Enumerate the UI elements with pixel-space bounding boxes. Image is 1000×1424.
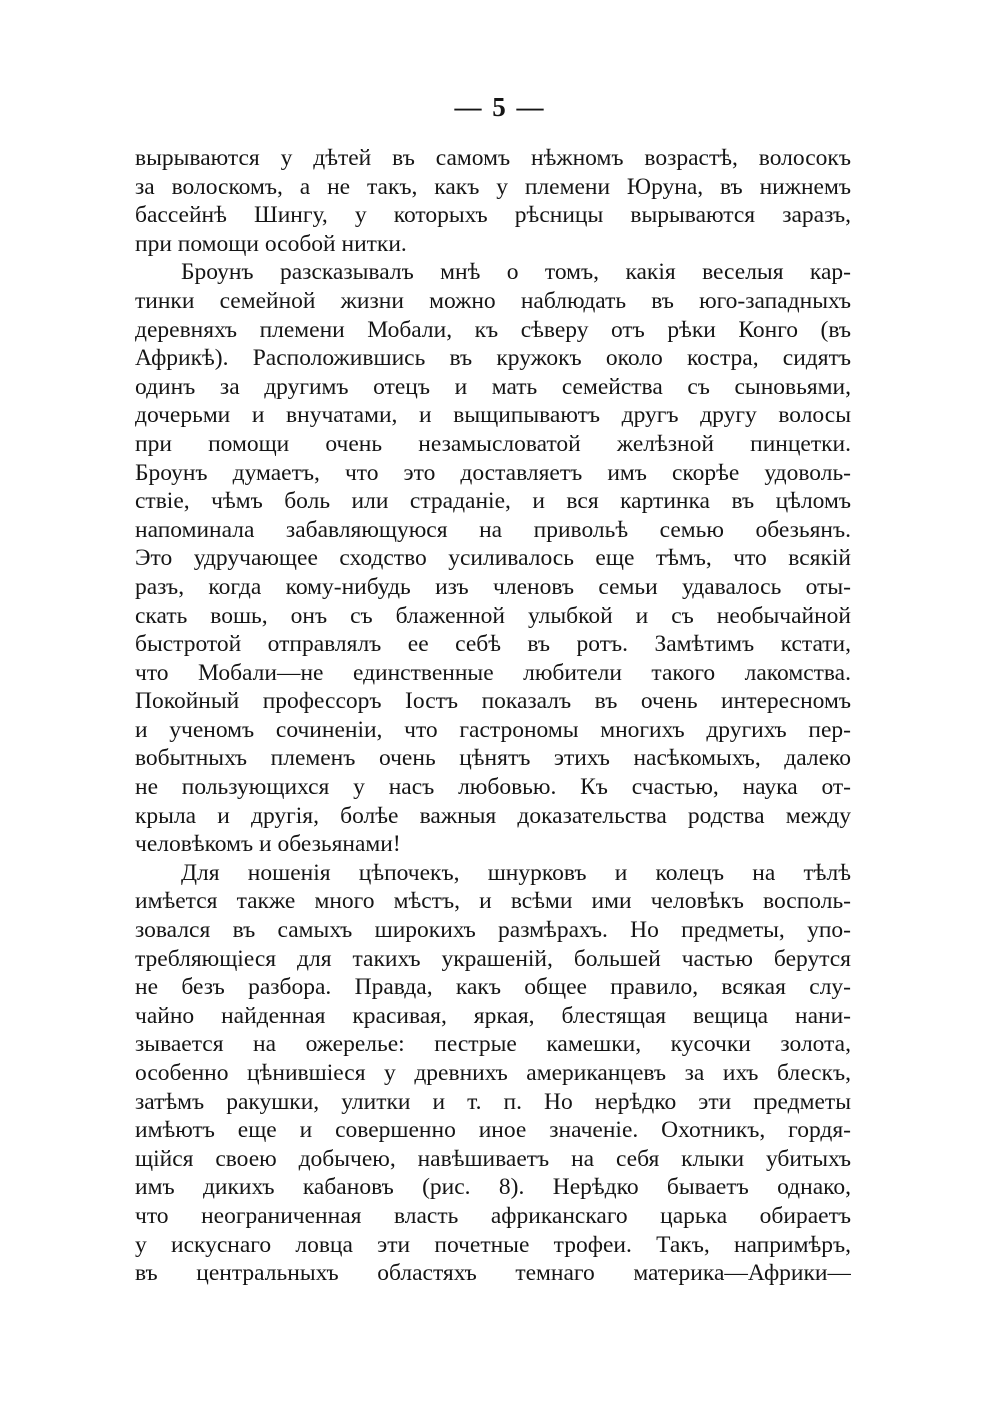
text-line: въ центральныхъ областяхъ темнаго материка—Африки— xyxy=(135,1260,851,1287)
text-line: за волоскомъ, а не такъ, какъ у племени Юруна, въ нижнемъ xyxy=(135,173,851,200)
text-line: Броунъ разсказывалъ мнѣ о томъ, какія веселыя кар- xyxy=(181,259,851,286)
text-line: быстротой отправлялъ ее себѣ въ ротъ. Замѣтимъ кстати, xyxy=(135,631,851,658)
text-line: имъ дикихъ кабановъ (рис. 8). Нерѣдко бываетъ однако, xyxy=(135,1174,851,1201)
text-line: Африкѣ). Расположившись въ кружокъ около костра, сидятъ xyxy=(135,345,851,372)
text-line: напоминала забавляющуюся на привольѣ семью обезьянъ. xyxy=(135,516,851,543)
text-line: что неограниченная власть африканскаго царька обираетъ xyxy=(135,1202,851,1229)
text-line: при помощи особой нитки. xyxy=(135,230,407,257)
body-text xyxy=(135,144,851,1288)
text-line: вобытныхъ племенъ очень цѣнятъ этихъ насѣкомыхъ, далеко xyxy=(135,745,851,772)
text-line: особенно цѣнившіеся у древнихъ американцевъ за ихъ блескъ, xyxy=(135,1060,851,1086)
text-line: ствіе, чѣмъ боль или страданіе, и вся картинка въ цѣломъ xyxy=(135,488,851,515)
text-line: одинъ за другимъ отецъ и мать семейства съ сыновьями, xyxy=(135,373,851,400)
text-line: Для ношенія цѣпочекъ, шнурковъ и колецъ на тѣлѣ xyxy=(181,859,851,886)
text-line: чайно найденная красивая, яркая, блестящая вещица нани- xyxy=(135,1002,851,1029)
text-line: вырываются у дѣтей въ самомъ нѣжномъ возрастѣ, волосокъ xyxy=(135,145,851,171)
text-line: не безъ разбора. Правда, какъ общее правило, всякая слу- xyxy=(135,974,851,1001)
text-line: скать вошь, онъ съ блаженной улыбкой и съ необычайной xyxy=(135,602,851,629)
text-line: имѣется также много мѣстъ, и всѣми ими человѣкъ восполь- xyxy=(135,888,851,915)
text-line: у искуснаго ловца эти почетные трофеи. Такъ, напримѣръ, xyxy=(135,1231,851,1258)
text-line: затѣмъ ракушки, улитки и т. п. Но нерѣдко эти предметы xyxy=(135,1088,851,1115)
text-line: Покойный профессоръ Іостъ показалъ въ очень интересномъ xyxy=(135,688,851,715)
text-line: при помощи очень незамысловатой желѣзной пинцетки. xyxy=(135,430,851,457)
text-line: зовался въ самыхъ широкихъ размѣрахъ. Но предметы, упо- xyxy=(135,917,851,944)
text-line: Это удручающее сходство усиливалось еще тѣмъ, что всякій xyxy=(135,545,851,572)
text-line: разъ, когда кому-нибудь изъ членовъ семьи удавалось оты- xyxy=(135,573,851,600)
text-line: крыла и другія, болѣе важныя доказательства родства между xyxy=(135,802,851,829)
text-line: требляющіеся для такихъ украшеній, большей частью берутся xyxy=(135,945,851,972)
text-line: и ученомъ сочиненіи, что гастрономы многихъ другихъ пер- xyxy=(135,716,851,743)
text-line: человѣкомъ и обезьянами! xyxy=(135,831,401,858)
text-line: дочерьми и внучатами, и выщипываютъ другъ другу волосы xyxy=(135,402,851,429)
text-line: имѣютъ еще и совершенно иное значеніе. Охотникъ, гордя- xyxy=(135,1117,851,1144)
text-line: тинки семейной жизни можно наблюдать въ юго-западныхъ xyxy=(135,287,851,314)
text-line: что Мобали—не единственные любители такого лакомства. xyxy=(135,659,851,686)
text-line: деревняхъ племени Мобали, къ сѣверу отъ рѣки Конго (въ xyxy=(135,316,851,343)
page-number: — 5 — xyxy=(454,92,546,122)
text-line: Броунъ думаетъ, что это доставляетъ имъ скорѣе удоволь- xyxy=(135,459,851,486)
text-line: зывается на ожерелье: пестрые камешки, кусочки золота, xyxy=(135,1031,851,1058)
text-line: щійся своею добычею, навѣшиваетъ на себя клыки убитыхъ xyxy=(135,1145,851,1172)
text-line: не пользующихся у насъ любовью. Къ счастью, наука от- xyxy=(135,774,851,801)
text-line: бассейнѣ Шингу, у которыхъ рѣсницы вырываются заразъ, xyxy=(135,202,851,229)
